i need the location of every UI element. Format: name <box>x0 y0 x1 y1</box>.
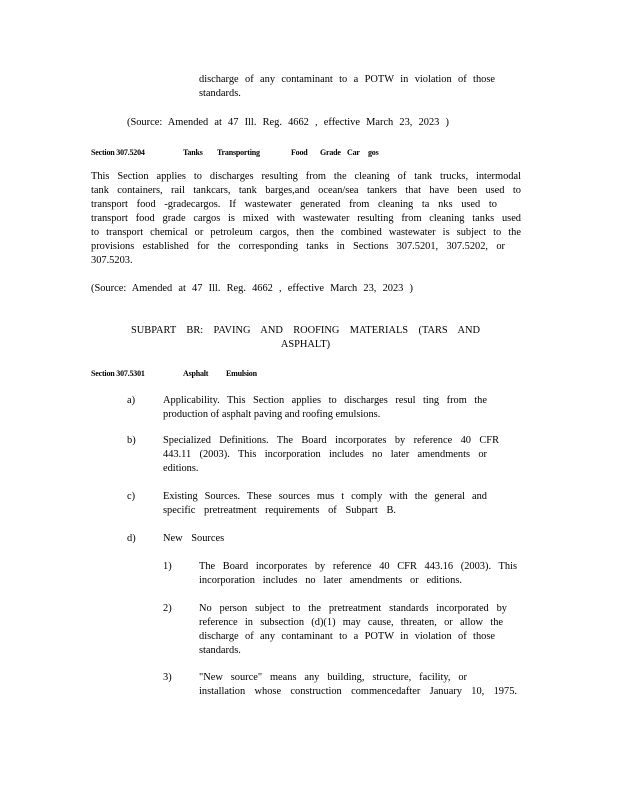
item-body <box>163 490 487 518</box>
text-line: "New source" means any building, structure, facility, or <box>199 672 467 683</box>
section-heading <box>91 367 257 381</box>
item-label: c) <box>127 491 136 502</box>
section-number: Section 307.5204 <box>91 148 145 157</box>
section-heading <box>91 146 379 160</box>
text-line: provisions established for the corresponding tanks in Sections 307.5201, 307.5202, or <box>91 241 505 252</box>
section-title-word: Car <box>347 148 360 157</box>
section-body <box>91 170 521 268</box>
text-line: Applicability. This Section applies to discharges resul ting from the <box>163 395 487 406</box>
text-line: standards. <box>199 645 241 656</box>
text-line: editions. <box>163 463 199 474</box>
text-line: tank containers, rail tankcars, tank barges,and ocean/sea tankers that have been used to <box>91 185 521 196</box>
subitem-label: 1) <box>163 561 172 572</box>
subpart-heading <box>131 324 480 352</box>
text-line: Existing Sources. These sources mus t comply with the general and <box>163 491 487 502</box>
text-line: No person subject to the pretreatment standards incorporated by <box>199 603 507 614</box>
item-label: a) <box>127 395 136 406</box>
subitem-body <box>199 560 517 588</box>
subpart-title-line: SUBPART BR: PAVING AND ROOFING MATERIALS (TARS AND <box>131 325 480 336</box>
text-line: incorporation includes no later amendments or editions. <box>199 575 462 586</box>
text-line: specific pretreatment requirements of Subpart B. <box>163 505 396 516</box>
text-line: transport food grade cargos is mixed with wastewater resulting from cleaning tanks used <box>91 213 521 224</box>
item-label: b) <box>127 435 136 446</box>
section-title-word: Transporting <box>217 148 260 157</box>
item-body <box>163 394 487 422</box>
section-title-word: Food <box>291 148 308 157</box>
subitem-body <box>199 671 517 699</box>
subitem-label: 2) <box>163 603 172 614</box>
section-title-word: Grade <box>320 148 341 157</box>
text-line: 307.5203. <box>91 255 133 266</box>
subpart-title-line: ASPHALT) <box>280 339 331 350</box>
text-line: to transport chemical or petroleum cargos, then the combined wastewater is subject to the <box>91 227 521 238</box>
item-label: d) <box>127 533 136 544</box>
subitem-label: 3) <box>163 672 172 683</box>
text-line: This Section applies to discharges resulting from the cleaning of tank trucks, intermodal <box>91 171 521 182</box>
section-number: Section 307.5301 <box>91 369 145 378</box>
text-line: The Board incorporates by reference 40 CFR 443.16 (2003). This <box>199 561 517 572</box>
text-line: discharge of any contaminant to a POTW in violation of those <box>199 631 495 642</box>
item-body <box>163 434 499 476</box>
text-line: Specialized Definitions. The Board incorporates by reference 40 CFR <box>163 435 499 446</box>
continuation-paragraph <box>199 73 495 101</box>
source-note: (Source: Amended at 47 Ill. Reg. 4662 , effective March 23, 2023 ) <box>127 117 449 128</box>
item-heading: New Sources <box>163 533 225 544</box>
text-line: 443.11 (2003). This incorporation includes no later amendments or <box>163 449 487 460</box>
text-line: discharge of any contaminant to a POTW in violation of those <box>199 74 495 85</box>
subitem-body <box>199 602 507 658</box>
text-line: standards. <box>199 88 241 99</box>
section-title-word: Asphalt <box>183 369 209 378</box>
text-line: reference in subsection (d)(1) may cause, threaten, or allow the <box>199 617 503 628</box>
section-title-word: Tanks <box>183 148 203 157</box>
text-line: installation whose construction commencedafter January 10, 1975. <box>199 686 517 697</box>
section-title-word: Emulsion <box>226 369 257 378</box>
source-note: (Source: Amended at 47 Ill. Reg. 4662 , effective March 23, 2023 ) <box>91 283 413 294</box>
text-line: transport food -gradecargos. If wastewater generated from cleaning ta nks used to <box>91 199 497 210</box>
section-title-word: gos <box>368 148 379 157</box>
text-line: production of asphalt paving and roofing emulsions. <box>163 409 381 420</box>
